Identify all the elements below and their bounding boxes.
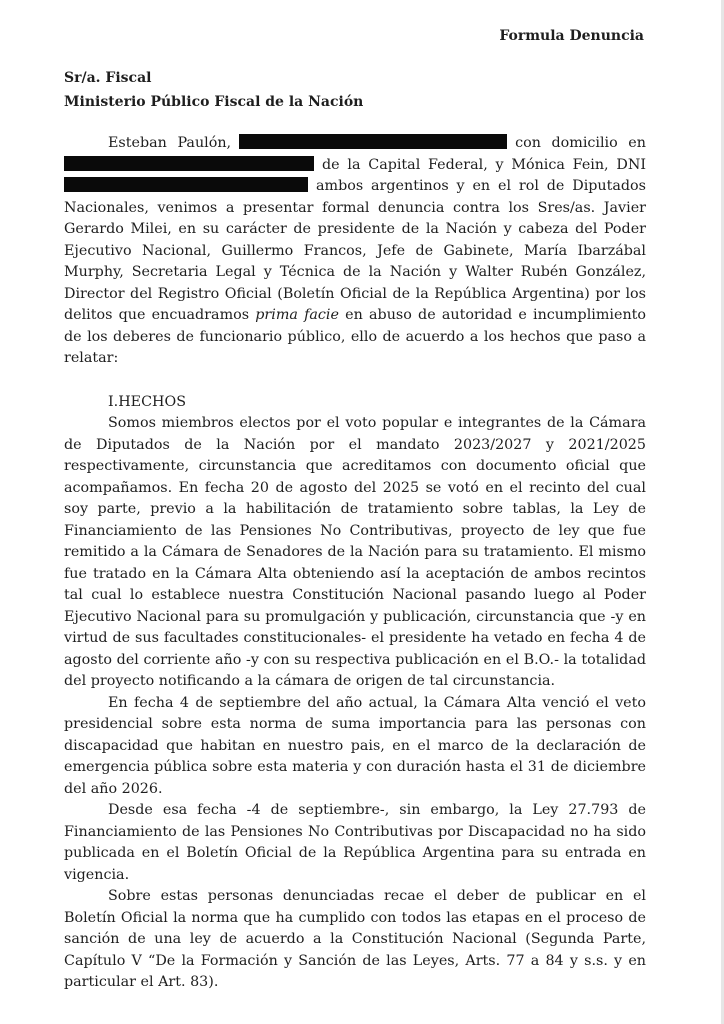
intro-text-3: de la Capital Federal, y Mónica Fein, DNI <box>322 156 646 173</box>
section-title: I.HECHOS <box>108 393 187 410</box>
redaction-bar <box>64 177 308 192</box>
paragraph-3: Desde esa fecha -4 de septiembre-, sin embargo, la Ley 27.793 de Financiamiento de las Pensiones No Contributivas por Discapacidad no ha sido publicada en el Boletín Oficial de la República Argentina para su entrada en vigencia. <box>64 802 646 883</box>
addressee-line-2: Ministerio Público Fiscal de la Nación <box>64 94 364 110</box>
redaction-bar <box>64 156 314 171</box>
intro-paragraph <box>64 133 646 370</box>
intro-text-1: Esteban Paulón, <box>108 135 232 151</box>
paragraph-4: Sobre estas personas denunciadas recae el deber de publicar en el Boletín Oficial la norma que ha cumplido con todos las etapas en el proceso de sanción de una ley de acuerdo a la Constitución Nacional (Segunda Parte, Capítulo V “De la Formación y Sanción de las Leyes, Arts. 77 a 84 y s.s. y en particular el Art. 83). <box>64 888 646 990</box>
redaction-bar <box>239 134 507 149</box>
addressee-line-1: Sr/a. Fiscal <box>64 70 152 86</box>
document-body <box>64 133 646 994</box>
document-type-heading: Formula Denuncia <box>499 28 644 44</box>
intro-text-4: ambos argentinos y en el rol de Diputados Nacionales, venimos a presentar formal denuncia contra los Sres/as. Javier Gerardo Milei, en su carácter de presidente de la Nación y cabeza del Poder Ejecutivo Nacional, Guillermo Francos, Jefe de Gabinete, María Ibarzábal Murphy, Secretaria Legal y Técnica de la Nación y Walter Rubén González, Director del Registro Oficial (Boletín Oficial de la República Argentina) por los delitos que encuadramos <box>64 178 646 323</box>
intro-italic: prima facie <box>255 307 339 323</box>
paragraph-2: En fecha 4 de septiembre del año actual, la Cámara Alta venció el veto presidencial sobre esta norma de suma importancia para las personas con discapacidad que habitan en nuestro pais, en el marco de la declaración de emergencia pública sobre esta materia y con duración hasta el 31 de diciembre del año 2026. <box>64 694 646 797</box>
intro-text-6: en abuso de autoridad e incumplimiento de los deberes de funcionario público, ello de acuerdo a los hechos que paso a relatar: <box>64 307 647 366</box>
intro-text-2: con domicilio en <box>515 135 646 151</box>
addressee-block <box>64 66 363 114</box>
paragraph-1: Somos miembros electos por el voto popular e integrantes de la Cámara de Diputados de la Nación por el mandato 2023/2027 y 2021/2025 respectivamente, circunstancia que acreditamos con documento oficial que acompañamos. En fecha 20 de agosto del 2025 se votó en el recinto del cual soy parte, previo a la habilitación de tratamiento sobre tablas, la Ley de Financiamiento de las Pensiones No Contributivas, proyecto de ley que fue remitido a la Cámara de Senadores de la Nación para su tratamiento. El mismo fue tratado en la Cámara Alta obteniendo así la aceptación de ambos recintos tal cual lo establece nuestra Constitución Nacional pasando luego al Poder Ejecutivo Nacional para su promulgación y publicación, circunstancia que -y en virtud de sus facultades constitucionales- el presidente ha vetado en fecha 4 de agosto del corriente año -y con su respectiva publicación en el B.O.- la totalidad del proyecto notificando a la cámara de origen de tal circunstancia. <box>64 415 646 689</box>
